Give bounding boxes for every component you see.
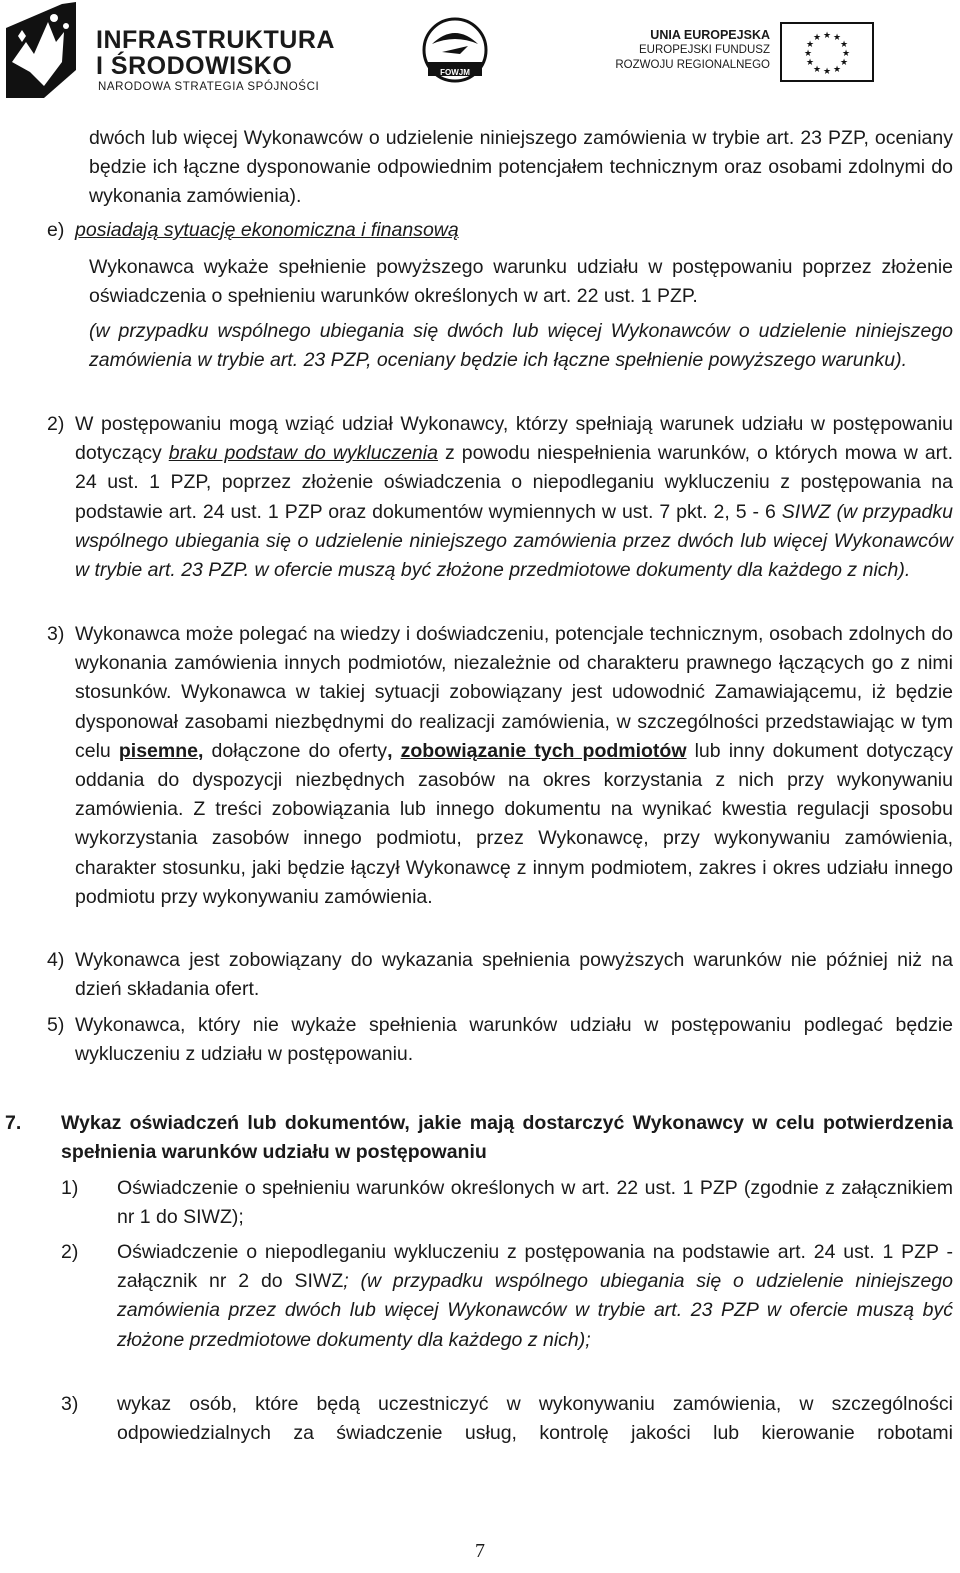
section-7-item-2-italic: ; (w przypadku wspólnego ubiegania się o udzielenie niniejszego zamówienia przez dwóch lub więcej Wykonawców w trybie art. 23 PZP w ofercie muszą być złożone przedmiotowe dokumenty dla każdego z nich); bbox=[117, 1270, 953, 1351]
fowjm-emblem-icon bbox=[420, 16, 490, 88]
eu-line1: UNIA EUROPEJSKA bbox=[650, 28, 770, 42]
item-3-bold-comma: , bbox=[387, 739, 393, 762]
item-3-bold-written: pisemne, bbox=[118, 739, 204, 762]
section-7-item-2-text bbox=[117, 1238, 953, 1355]
eu-line3: ROZWOJU REGIONALNEGO bbox=[615, 59, 770, 71]
svg-text:★: ★ bbox=[822, 67, 832, 77]
section-7-number: 7. bbox=[5, 1112, 22, 1134]
paragraph-continuation: dwóch lub więcej Wykonawców o udzielenie niniejszego zamówienia w trybie art. 23 PZP, oceniany będzie ich łączne dysponowanie odpowiednim potencjałem technicznym oraz osobami zdolnymi do wykonania zamówienia). bbox=[89, 127, 953, 208]
item-3-part-a: Wykonawca może polegać na wiedzy i doświadczeniu, potencjale technicznym, osobach zdolnych do wykonania zamówienia innych podmiotów, niezależnie od charakteru prawnego łączących go z nimi stosunków. Wykonawca w takiej sytuacji zobowiązany jest udowodnić Zamawiającemu, iż będzie dysponował zasobami niezbędnymi do realizacji zamówienia, w szczególności przedstawiając w tym celu bbox=[75, 623, 953, 762]
page-number: 7 bbox=[475, 1540, 485, 1562]
item-2-part-a: W postępowaniu mogą wziąć udział Wykonawcy, którzy spełniają warunek udziału w postępowaniu dotyczący bbox=[75, 413, 953, 465]
svg-text:★: ★ bbox=[812, 65, 822, 75]
item-4-text: Wykonawca jest zobowiązany do wykazania spełnienia powyższych warunków nie później niż na dzień składania ofert. bbox=[75, 949, 953, 1001]
item-3-part-c: lub inny dokument dotyczący oddania do dyspozycji niezbędnych zasobów na okres korzystania z nich przy wykonywaniu zamówienia. Z treści zobowiązania lub innego dokumentu na wynikać kwestia regulacji sposobu wykorzystania zasobów innego podmiotu, przez Wykonawcę, przy wykonywaniu zamówienia, charakter stosunku, jaki będzie łączył Wykonawcę z innym podmiotem, zakres i okres udziału innego podmiotu przy wykonywaniu zamówienia. bbox=[75, 739, 954, 908]
svg-text:★: ★ bbox=[832, 65, 842, 75]
eu-flag-icon bbox=[780, 22, 874, 82]
infrastruktura-mark-icon bbox=[4, 2, 84, 98]
eu-logo bbox=[612, 22, 874, 84]
svg-text:★: ★ bbox=[839, 40, 849, 50]
item-5-number: 5) bbox=[47, 1014, 65, 1036]
section-7-item-3-number: 3) bbox=[61, 1393, 79, 1415]
item-e-note: (w przypadku wspólnego ubiegania się dwóch lub więcej Wykonawców o udzielenie niniejszego zamówienia w trybie art. 23 PZP, oceniany będzie ich łączne spełnienie powyższego warunku). bbox=[89, 320, 953, 372]
svg-text:★: ★ bbox=[805, 58, 815, 68]
item-2-underlined: braku podstaw do wykluczenia bbox=[168, 442, 438, 465]
section-7-item-1-text: Oświadczenie o spełnieniu warunków określonych w art. 22 ust. 1 PZP (zgodnie z załącznikiem nr 1 do SIWZ); bbox=[117, 1177, 953, 1229]
fowjm-logo bbox=[420, 16, 490, 88]
infrastruktura-line2: I ŚRODOWISKO bbox=[96, 52, 293, 80]
svg-text:★: ★ bbox=[812, 33, 822, 43]
section-7-item-2-number: 2) bbox=[61, 1241, 79, 1263]
infrastruktura-logo bbox=[4, 2, 335, 98]
item-2-number: 2) bbox=[47, 413, 65, 435]
item-2-text bbox=[75, 410, 953, 585]
svg-text:★: ★ bbox=[832, 33, 842, 43]
item-3-number: 3) bbox=[47, 623, 65, 645]
header-logos bbox=[0, 0, 960, 110]
item-e-number: e) bbox=[47, 219, 65, 241]
section-7-item-3-text: wykaz osób, które będą uczestniczyć w wykonywaniu zamówienia, w szczególności odpowiedzialnych za świadczenie usług, kontrolę jakości lub kierowanie robotami bbox=[117, 1393, 953, 1445]
item-e-title: posiadają sytuację ekonomiczna i finansową bbox=[75, 219, 459, 241]
item-3-part-b: dołączone do oferty bbox=[203, 739, 388, 762]
svg-text:★: ★ bbox=[805, 40, 815, 50]
section-7-heading: Wykaz oświadczeń lub dokumentów, jakie mają dostarczyć Wykonawcy w celu potwierdzenia spełnienia warunków udziału w postępowaniu bbox=[61, 1112, 953, 1164]
item-4-number: 4) bbox=[47, 949, 65, 971]
item-5-text: Wykonawca, który nie wykaże spełnienia warunków udziału w postępowaniu podlegać będzie wykluczeniu z udziału w postępowaniu. bbox=[75, 1014, 953, 1066]
svg-text:★: ★ bbox=[841, 49, 851, 59]
item-3-bold-commitment: zobowiązanie tych podmiotów bbox=[400, 739, 687, 762]
svg-text:★: ★ bbox=[839, 58, 849, 68]
section-7-item-2-part-a: Oświadczenie o niepodleganiu wykluczeniu z postępowania na podstawie art. 24 ust. 1 PZP - załącznik nr 2 do SIWZ bbox=[117, 1241, 953, 1293]
item-e-title-line bbox=[75, 216, 945, 245]
svg-text:★: ★ bbox=[803, 49, 813, 59]
item-e-text: Wykonawca wykaże spełnienie powyższego warunku udziału w postępowaniu poprzez złożenie oświadczenia o spełnieniu warunków określonych w art. 22 ust. 1 PZP. bbox=[89, 256, 953, 308]
section-7-item-1-number: 1) bbox=[61, 1177, 79, 1199]
infrastruktura-line3: NARODOWA STRATEGIA SPÓJNOŚCI bbox=[98, 81, 320, 93]
fowjm-label: FOWJM bbox=[440, 68, 470, 77]
eu-line2: EUROPEJSKI FUNDUSZ bbox=[639, 44, 770, 56]
svg-text:★: ★ bbox=[822, 31, 832, 41]
item-2-part-b: z powodu niespełnienia warunków, o których mowa w art. 24 ust. 1 PZP, poprzez złożenie oświadczenia o niepodleganiu wykluczeniu z postępowania na podstawie art. 24 ust. 1 PZP oraz dokumentów wymiennych w ust. 7 pkt. 2, 5 - 6 bbox=[75, 442, 954, 523]
item-3-text bbox=[75, 620, 953, 912]
infrastruktura-line1: INFRASTRUKTURA bbox=[96, 26, 335, 54]
item-2-italic: SIWZ (w przypadku wspólnego ubiegania się o udzielenie niniejszego zamówienia przez dwóch lub więcej Wykonawców w trybie art. 23 PZP. w ofercie muszą być złożone przedmiotowe dokumenty dla każdego z nich). bbox=[75, 500, 953, 582]
